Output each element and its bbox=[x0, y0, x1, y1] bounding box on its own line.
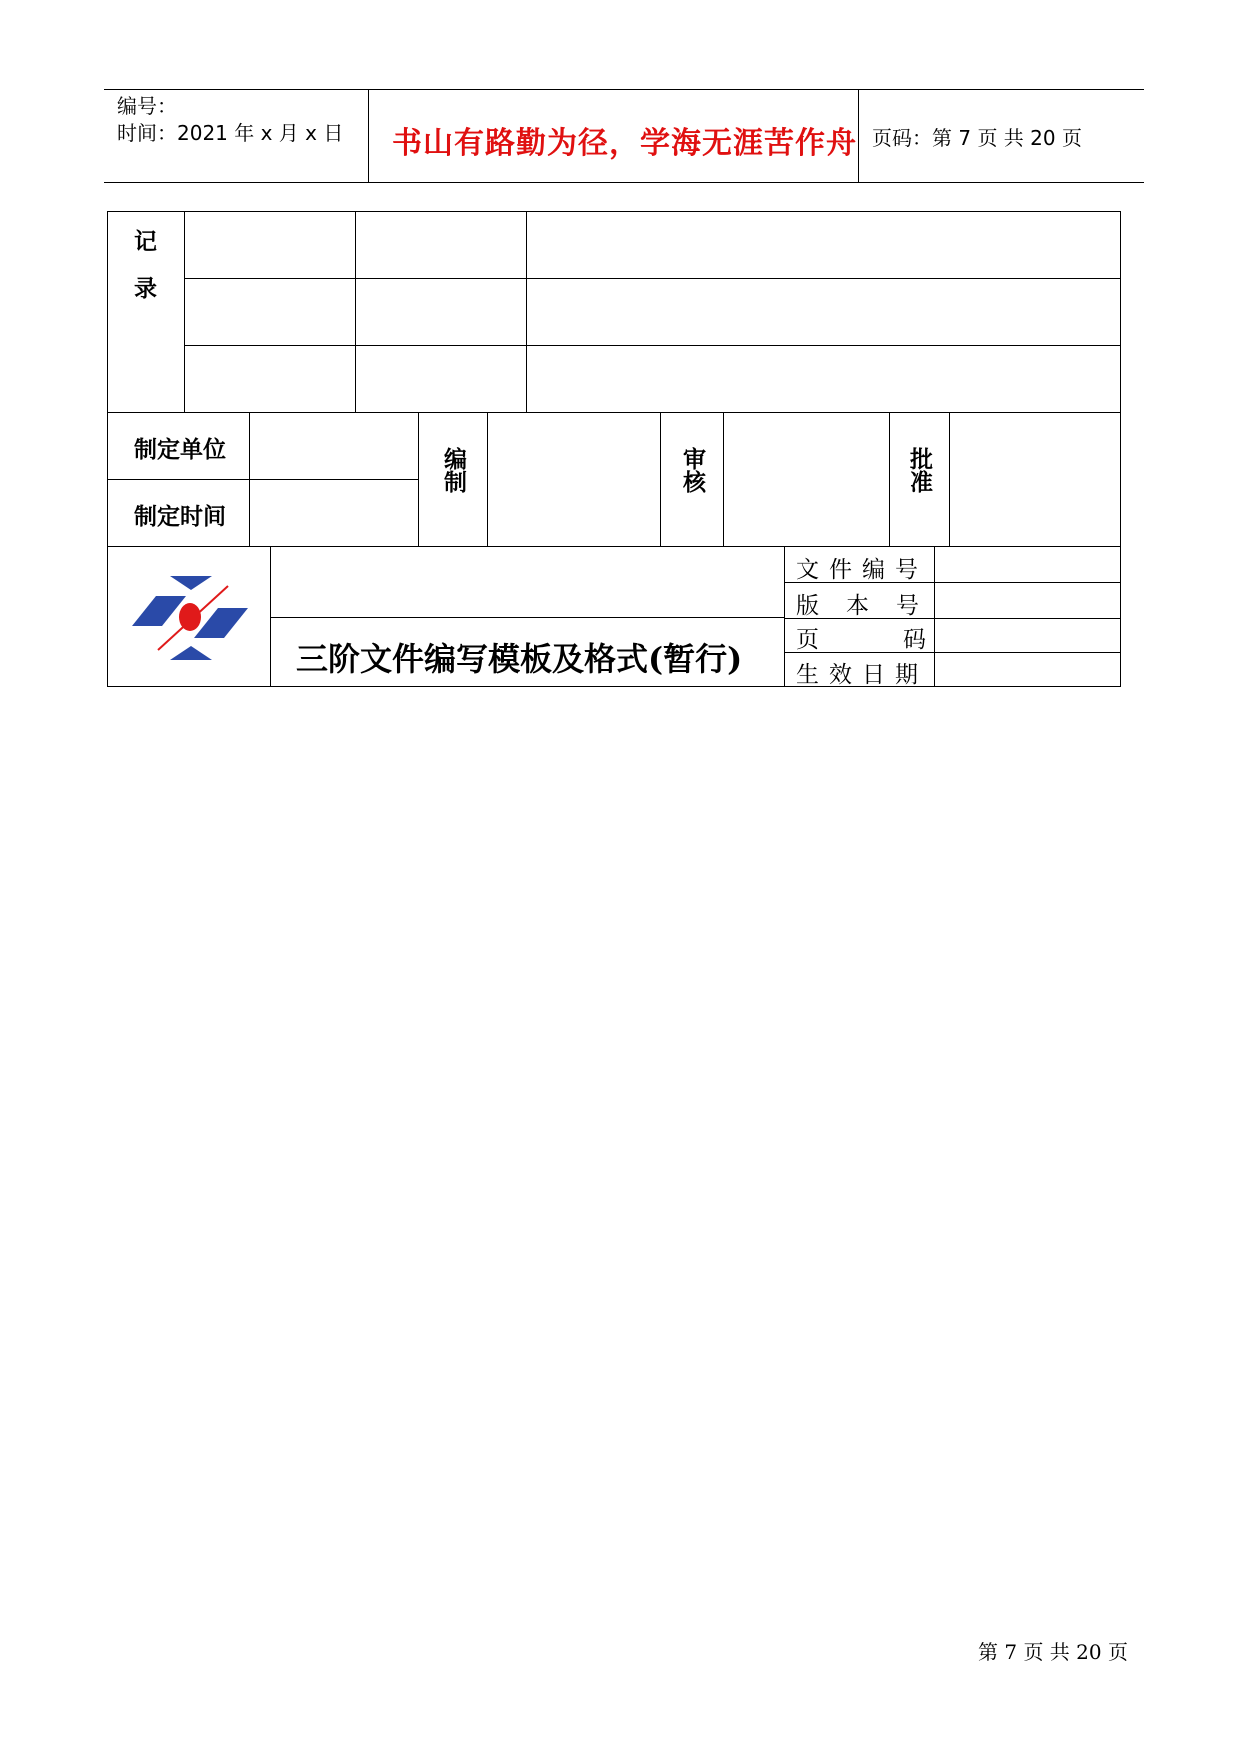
motto-text: 书山有路勤为径，学海无涯苦作舟 bbox=[392, 126, 857, 161]
footer-page-number: 第 7 页 共 20 页 bbox=[978, 1640, 1128, 1664]
unit-value-cell[interactable] bbox=[249, 412, 419, 480]
record-row-1-col-3[interactable] bbox=[526, 211, 1121, 279]
record-row-2-col-1[interactable] bbox=[184, 278, 356, 346]
compile-label: 编制 bbox=[440, 447, 466, 493]
record-row-3-col-2[interactable] bbox=[355, 345, 527, 413]
review-value-cell[interactable] bbox=[723, 412, 890, 547]
record-row-2-col-3[interactable] bbox=[526, 278, 1121, 346]
logo-top-triangle bbox=[170, 576, 212, 590]
field-value-version[interactable] bbox=[934, 582, 1121, 619]
record-row-1-col-1[interactable] bbox=[184, 211, 356, 279]
record-row-3-col-1[interactable] bbox=[184, 345, 356, 413]
document-title: 三阶文件编写模板及格式(暂行) bbox=[296, 640, 743, 678]
unit-label: 制定单位 bbox=[134, 437, 226, 463]
logo-right-band bbox=[194, 608, 248, 638]
title-upper-cell[interactable] bbox=[270, 546, 785, 618]
field-label-page: 页码 bbox=[796, 627, 1010, 653]
record-label-char-2: 录 bbox=[134, 276, 157, 302]
approve-value-cell[interactable] bbox=[949, 412, 1121, 547]
field-value-effective-date[interactable] bbox=[934, 652, 1121, 687]
review-label: 审核 bbox=[679, 447, 705, 493]
company-logo-icon bbox=[128, 572, 252, 666]
header-page-info: 页码：第 7 页 共 20 页 bbox=[872, 126, 1082, 150]
document-time-label: 时间：2021 年 x 月 x 日 bbox=[117, 121, 344, 145]
record-row-1-col-2[interactable] bbox=[355, 211, 527, 279]
field-label-version: 版本号 bbox=[796, 593, 946, 619]
logo-bottom-triangle bbox=[170, 646, 212, 660]
header-divider-left bbox=[368, 89, 369, 182]
compile-value-cell[interactable] bbox=[487, 412, 661, 547]
time-label: 制定时间 bbox=[134, 504, 226, 530]
field-label-doc-number: 文件编号 bbox=[796, 557, 928, 583]
header-top-rule bbox=[104, 89, 1144, 90]
field-label-effective-date: 生效日期 bbox=[796, 662, 928, 688]
approve-label: 批准 bbox=[906, 447, 932, 493]
field-value-page[interactable] bbox=[934, 618, 1121, 653]
record-row-3-col-3[interactable] bbox=[526, 345, 1121, 413]
header-bottom-rule bbox=[104, 182, 1144, 183]
record-row-2-col-2[interactable] bbox=[355, 278, 527, 346]
record-label-char-1: 记 bbox=[134, 229, 157, 255]
logo-left-band bbox=[132, 596, 186, 626]
time-value-cell[interactable] bbox=[249, 479, 419, 547]
field-value-doc-number[interactable] bbox=[934, 546, 1121, 583]
header-divider-right bbox=[858, 89, 859, 182]
document-number-label: 编号： bbox=[117, 94, 177, 118]
